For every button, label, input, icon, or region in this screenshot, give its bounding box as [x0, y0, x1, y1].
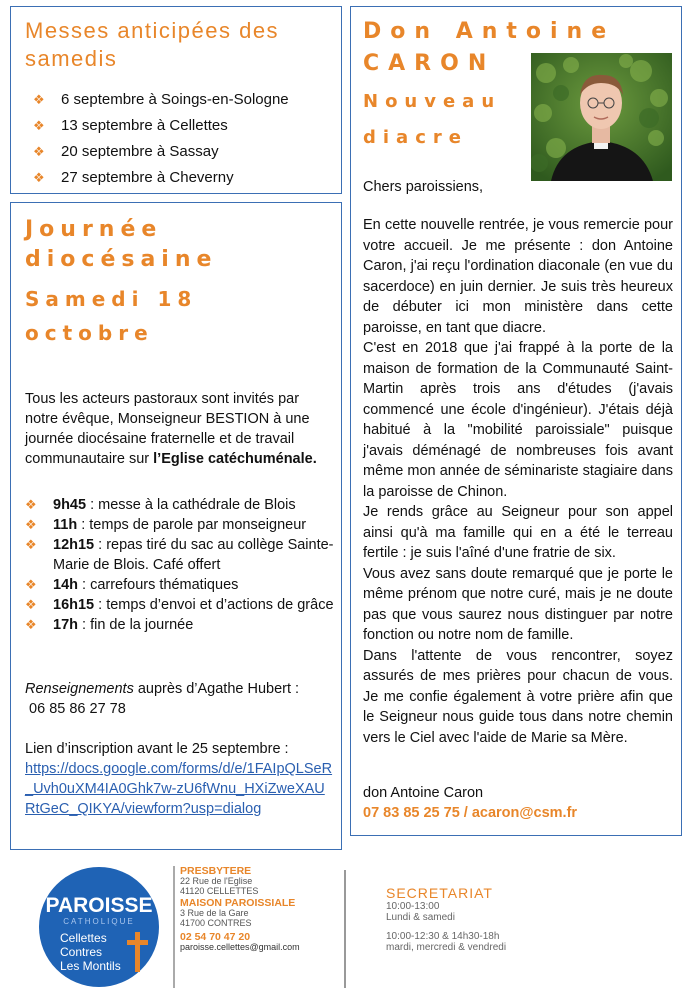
list-item: ❖ 14h : carrefours thématiques	[25, 577, 239, 593]
footer-phone: 02 54 70 47 20	[180, 931, 251, 943]
list-item: ❖ 12h15 : repas tiré du sac au collège Sainte-Marie de Blois. Café offert	[25, 537, 334, 573]
list-item: ❖ 6 septembre à Soings-en-Sologne	[33, 87, 289, 113]
diamond-bullet-icon: ❖	[33, 118, 45, 133]
maison-title: MAISON PAROISSIALE	[180, 897, 296, 909]
diamond-bullet-icon: ❖	[33, 170, 45, 185]
secretariat-title: SECRETARIAT	[386, 885, 493, 901]
masses-title: Messes anticipées des samedis	[25, 18, 280, 71]
list-item: ❖ 11h : temps de parole par monseigneur	[25, 517, 307, 533]
paragraph: C'est en 2018 que j'ai frappé à la porte de la maison de formation de la Communauté Saint-Martin après trois ans d'études (j'avais commencé une école d'ingénieur). J'étais déjà habitué à la "mobilité paroissiale" puisque j'avais déménagé de nombreuses fois avant même mon année de séminariste stagiaire dans la paroisse de Chinon.	[363, 340, 673, 500]
inscription: Lien d’inscription avant le 25 septembre : https://docs.google.com/forms/d/e/1FAIpQLSeR_Uvh0uXM4IA0Ghk7w-zU6fWnu_HXiZweXAURtGeC_QIKYA/viewform?usp=dialog	[25, 739, 335, 819]
inscription-link[interactable]: https://docs.google.com/forms/d/e/1FAIpQLSeR_Uvh0uXM4IA0Ghk7w-zU6fWnu_HXiZweXAURtGeC_QIKYA/viewform?usp=dialog	[25, 761, 333, 817]
logo-text: Contres	[60, 945, 103, 959]
parish-logo	[38, 866, 160, 988]
diamond-bullet-icon: ❖	[33, 92, 45, 107]
paragraph: Dans l'attente de vous rencontrer, soyez assurés de mes prières pour chacun de vous. Je me confie également à votre prière afin que le Seigneur nous guide tous dans notre chemin vers le Ciel avec l'aide de Marie sa Mère.	[363, 647, 673, 746]
logo-text: Les Montils	[60, 959, 121, 973]
article-subtitle: Nouveau	[363, 91, 502, 112]
masses-list	[33, 87, 289, 191]
addresses-block: PRESBYTERE 22 Rue de l'Eglise 41120 CELLETTES MAISON PAROISSIALE 3 Rue de la Gare 41700 CONTRES 02 54 70 47 20 paroisse.cellettes@gmail.com	[180, 866, 330, 952]
masses-section	[10, 6, 342, 194]
contact-info: 07 83 85 25 75 / acaron@csm.fr	[363, 805, 578, 821]
list-item: ❖ 20 septembre à Sassay	[33, 139, 289, 165]
logo-text: PAROISSE	[45, 894, 153, 917]
article-title: Don Antoine	[363, 19, 616, 44]
diamond-bullet-icon: ❖	[25, 537, 37, 552]
article-subtitle: diacre	[363, 127, 468, 148]
contact-phone: 06 85 86 27 78	[29, 701, 126, 717]
diamond-bullet-icon: ❖	[25, 597, 37, 612]
journee-date: Samedi 18	[25, 287, 198, 311]
journee-title: Journée	[25, 217, 163, 242]
journee-section	[10, 202, 342, 850]
logo-text: CATHOLIQUE	[63, 917, 135, 926]
article-title: CARON	[363, 51, 496, 76]
list-item: ❖ 13 septembre à Cellettes	[33, 113, 289, 139]
footer-email: paroisse.cellettes@gmail.com	[180, 942, 300, 952]
divider	[173, 866, 175, 988]
don-antoine-section	[350, 6, 682, 836]
journee-title: diocésaine	[25, 247, 218, 272]
secretariat-block: SECRETARIAT 10:00-13:00 Lundi & samedi 10:00-12:30 & 14h30-18h mardi, mercredi & vendredi	[386, 888, 586, 953]
journee-date: octobre	[25, 321, 154, 345]
paragraph: Vous avez sans doute remarqué que je porte le même prénom que notre curé, mais je ne doute pas que vous saurez nous distinguer par notre fonction ou notre nom de famille.	[363, 565, 673, 643]
diamond-bullet-icon: ❖	[25, 517, 37, 532]
list-item: ❖ 17h : fin de la journée	[25, 617, 194, 633]
list-item: ❖ 16h15 : temps d’envoi et d’actions de grâce	[25, 597, 334, 613]
schedule-list	[25, 495, 337, 635]
logo-text: Cellettes	[60, 931, 107, 945]
renseignements: Renseignements auprès d’Agathe Hubert : 06 85 86 27 78	[25, 681, 300, 717]
greeting: Chers paroissiens,	[363, 179, 484, 195]
presbytere-title: PRESBYTERE	[180, 865, 252, 877]
journee-intro: Tous les acteurs pastoraux sont invités par notre évêque, Monseigneur BESTION à une journée diocésaine fraternelle et de travail communautaire sur l’Eglise catéchuménale.	[25, 391, 317, 467]
diamond-bullet-icon: ❖	[25, 497, 37, 512]
divider	[344, 870, 346, 988]
diamond-bullet-icon: ❖	[33, 144, 45, 159]
diamond-bullet-icon: ❖	[25, 577, 37, 592]
signature: don Antoine Caron	[363, 785, 484, 801]
list-item: ❖ 9h45 : messe à la cathédrale de Blois	[25, 497, 296, 513]
portrait-photo	[531, 53, 672, 181]
diamond-bullet-icon: ❖	[25, 617, 37, 632]
paragraph: Je rends grâce au Seigneur pour son appel ainsi qu'à ma famille qui en a été le terreau fertile : je suis l'aîné d'une fratrie de six.	[363, 504, 673, 561]
list-item: ❖ 27 septembre à Cheverny	[33, 165, 289, 191]
article-body	[363, 215, 673, 748]
paragraph: En cette nouvelle rentrée, je vous remercie pour votre accueil. Je me présente : don Antoine Caron, j'ai reçu l'ordination diaconale (en vue du sacerdoce) en juin dernier. Je suis très heureux de débuter ici mon ministère dans cette paroisse, en tant que diacre.	[363, 217, 673, 336]
